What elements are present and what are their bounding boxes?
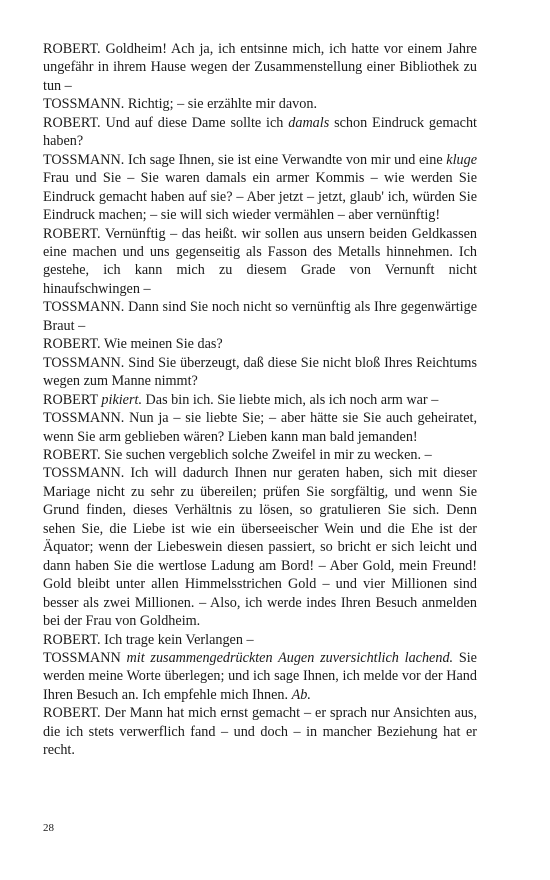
paragraph (43, 649, 477, 704)
stage-direction-text: mit zusammengedrückten Augen zuversichtlich lachend. (126, 649, 454, 666)
dialogue-text: Sie werden meine Worte überlegen; und ich sage Ihnen, ich melde vor der Hand Ihren Besuch an. Ich empfehle mich Ihnen. (43, 649, 477, 703)
dialogue-text: TOSSMANN. Nun ja – sie liebte Sie; – aber hätte sie Sie auch geheiratet, wenn Sie arm geblieben wären? Lieben kann man bald jemanden! (43, 410, 477, 445)
body-text (43, 40, 477, 760)
dialogue-text: TOSSMANN. Ich will dadurch Ihnen nur geraten haben, sich mit dieser Mariage nicht zu sehr zu übereilen; prüfen Sie sorgfältig, und wenn Sie Grund finden, dieses Verhältnis zu lösen, so gratulieren Sie sich. Denn sehen Sie, die Liebe ist wie ein überseeischer Wein und die Ehe ist der Äquator; wenn der Liebeswein diesen passiert, so bricht er sich leicht und dann haben Sie die wertlose Ladung am Bord! – Aber Gold, mein Freund! Gold bleibt unter allen Himmelsstrichen Gold – und vier Millionen sind besser als zwei Millionen. – Also, ich werde indes Ihren Besuch anmelden bei der Frau von Goldheim. (43, 465, 477, 630)
dialogue-text: ROBERT. Und auf diese Dame sollte ich (43, 114, 289, 131)
dialogue-text: Frau und Sie – Sie waren damals ein armer Kommis – wie werden Sie Eindruck gemacht haben auf sie? – Aber jetzt – jetzt, glaub' ich, würden Sie Eindruck machen; – sie will sich wieder vermählen – aber vernünftig! (43, 170, 477, 224)
dialogue-text: ROBERT. Der Mann hat mich ernst gemacht – er sprach nur Ansichten aus, die ich stets verwerflich fand – und doch – in mancher Beziehung hat er recht. (43, 705, 477, 759)
stage-direction-text: Ab. (291, 686, 311, 703)
paragraph (43, 114, 477, 151)
page-number: 28 (43, 822, 54, 834)
paragraph (43, 335, 477, 353)
dialogue-text: ROBERT (43, 391, 102, 408)
stage-direction-text: damals (288, 114, 330, 131)
paragraph (43, 151, 477, 225)
stage-direction-text: kluge (446, 151, 477, 168)
paragraph (43, 704, 477, 759)
paragraph (43, 225, 477, 299)
dialogue-text: ROBERT. Vernünftig – das heißt. wir sollen aus unsern beiden Geldkassen eine machen und uns gegenseitig als Fasson des Metalls hinnehmen. Ich gestehe, ich kann mich zu diesem Grade von Vernunft nicht hinaufschwingen – (43, 225, 477, 297)
paragraph (43, 298, 477, 335)
paragraph (43, 354, 477, 391)
dialogue-text: TOSSMANN. Sind Sie überzeugt, daß diese Sie nicht bloß Ihres Reichtums wegen zum Manne nimmt? (43, 354, 477, 390)
paragraph (43, 391, 477, 409)
dialogue-text: ROBERT. Sie suchen vergeblich solche Zweifel in mir zu wecken. – (43, 446, 432, 463)
dialogue-text: TOSSMANN. Richtig; – sie erzählte mir davon. (43, 96, 317, 113)
dialogue-text: schon Eindruck gemacht haben? (43, 114, 477, 150)
dialogue-text: TOSSMANN. Ich sage Ihnen, sie ist eine Verwandte von mir und eine (43, 151, 447, 168)
paragraph (43, 95, 477, 113)
dialogue-text: ROBERT. Goldheim! Ach ja, ich entsinne mich, ich hatte vor einem Jahre ungefähr in ihrem Hause wegen der Zusammenstellung einer Bibliothek zu tun – (43, 41, 477, 94)
dialogue-text: ROBERT. Ich trage kein Verlangen – (43, 631, 254, 648)
dialogue-text: TOSSMANN (43, 649, 127, 666)
dialogue-text: Das bin ich. Sie liebte mich, als ich noch arm war – (142, 391, 439, 408)
paragraph (43, 40, 477, 95)
stage-direction-text: pikiert. (101, 391, 142, 408)
paragraph (43, 464, 477, 630)
dialogue-text: TOSSMANN. Dann sind Sie noch nicht so vernünftig als Ihre gegenwärtige Braut – (43, 299, 477, 334)
paragraph (43, 446, 477, 464)
paragraph (43, 409, 477, 446)
paragraph (43, 631, 477, 649)
dialogue-text: ROBERT. Wie meinen Sie das? (43, 336, 223, 353)
